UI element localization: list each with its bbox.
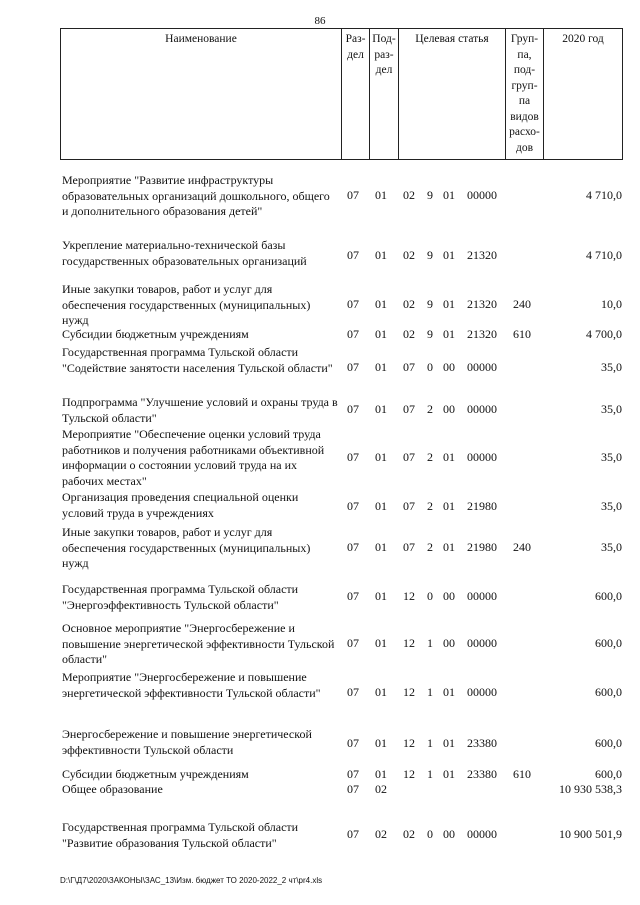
header-name: Наименование <box>61 29 342 159</box>
row-cs-subprogram: 2 <box>427 450 433 464</box>
row-cs-program: 07 <box>403 450 415 464</box>
row-name: Мероприятие "Энергосбережение и повышение энергетической эффективности Тульской области" <box>62 670 321 700</box>
row-cs-program: 07 <box>403 360 415 374</box>
row-cs-event: 01 <box>443 540 455 554</box>
row-razdel: 07 <box>347 685 359 699</box>
row-name: Подпрограмма "Улучшение условий и охраны труда в Тульской области" <box>62 395 338 425</box>
row-cs-program: 07 <box>403 499 415 513</box>
row-razdel: 07 <box>347 450 359 464</box>
row-razdel: 07 <box>347 782 359 796</box>
row-cs-event: 01 <box>443 736 455 750</box>
row-podrazdel: 01 <box>375 450 387 464</box>
row-razdel: 07 <box>347 360 359 374</box>
row-cs-program: 02 <box>403 327 415 341</box>
row-cs-event: 01 <box>443 767 455 781</box>
row-razdel: 07 <box>347 540 359 554</box>
row-cs-program: 12 <box>403 767 415 781</box>
header-year: 2020 год <box>562 33 604 45</box>
row-vid: 610 <box>513 327 531 341</box>
row-razdel: 07 <box>347 827 359 841</box>
row-sum: 35,0 <box>601 540 622 554</box>
header-gruppa: Груп- па, под- груп- па видов расхо- дов <box>506 29 544 159</box>
row-sum: 10 930 538,3 <box>559 782 622 796</box>
row-cs-subprogram: 9 <box>427 327 433 341</box>
row-sum: 10 900 501,9 <box>559 827 622 841</box>
row-name: Субсидии бюджетным учреждениям <box>62 327 249 341</box>
row-name: Энергосбережение и повышение энергетической эффективности Тульской области <box>62 727 312 757</box>
row-cs-direction: 21980 <box>467 540 497 554</box>
row-name: Иные закупки товаров, работ и услуг для обеспечения государственных (муниципальных) нужд <box>62 282 311 327</box>
row-name: Государственная программа Тульской области "Содействие занятости населения Тульской области" <box>62 345 333 375</box>
row-vid: 610 <box>513 767 531 781</box>
header-razdel: Раз- дел <box>342 29 370 159</box>
row-cs-program: 12 <box>403 589 415 603</box>
row-cs-direction: 00000 <box>467 589 497 603</box>
row-razdel: 07 <box>347 636 359 650</box>
page-number: 86 <box>314 15 326 27</box>
row-cs-direction: 23380 <box>467 767 497 781</box>
row-vid: 240 <box>513 540 531 554</box>
row-razdel: 07 <box>347 402 359 416</box>
row-cs-direction: 00000 <box>467 636 497 650</box>
row-podrazdel: 01 <box>375 248 387 262</box>
row-cs-event: 01 <box>443 450 455 464</box>
row-podrazdel: 01 <box>375 685 387 699</box>
row-razdel: 07 <box>347 589 359 603</box>
row-name: Мероприятие "Развитие инфраструктуры образовательных организаций дошкольного, общего и дополнительного образования детей" <box>62 173 330 218</box>
row-cs-program: 12 <box>403 636 415 650</box>
row-cs-program: 12 <box>403 685 415 699</box>
row-cs-program: 07 <box>403 540 415 554</box>
row-cs-subprogram: 2 <box>427 540 433 554</box>
row-name: Организация проведения специальной оценки условий труда в учреждениях <box>62 490 299 520</box>
row-cs-program: 07 <box>403 402 415 416</box>
row-cs-program: 12 <box>403 736 415 750</box>
row-cs-subprogram: 0 <box>427 827 433 841</box>
footer-path: D:\Г\Д7\2020\ЗАКОНЫ\ЗАС_13\Изм. бюджет ТО 2020-2022_2 чт\pr4.xls <box>60 876 323 885</box>
row-cs-event: 00 <box>443 827 455 841</box>
row-name: Общее образование <box>62 782 163 796</box>
row-cs-program: 02 <box>403 248 415 262</box>
row-cs-direction: 21320 <box>467 297 497 311</box>
row-cs-subprogram: 2 <box>427 499 433 513</box>
row-razdel: 07 <box>347 188 359 202</box>
row-name: Государственная программа Тульской области "Развитие образования Тульской области" <box>62 820 299 850</box>
row-cs-event: 01 <box>443 327 455 341</box>
row-name: Основное мероприятие "Энергосбережение и повышение энергетической эффективности Тульской области" <box>62 621 335 666</box>
row-podrazdel: 01 <box>375 767 387 781</box>
row-sum: 600,0 <box>595 685 622 699</box>
row-cs-direction: 00000 <box>467 402 497 416</box>
row-razdel: 07 <box>347 499 359 513</box>
row-name: Укрепление материально-технической базы государственных образовательных организаций <box>62 238 307 268</box>
row-podrazdel: 01 <box>375 297 387 311</box>
row-sum: 35,0 <box>601 450 622 464</box>
row-cs-direction: 00000 <box>467 360 497 374</box>
row-cs-program: 02 <box>403 827 415 841</box>
row-podrazdel: 01 <box>375 360 387 374</box>
row-cs-subprogram: 1 <box>427 636 433 650</box>
row-cs-direction: 23380 <box>467 736 497 750</box>
row-cs-event: 00 <box>443 589 455 603</box>
row-cs-subprogram: 1 <box>427 767 433 781</box>
row-podrazdel: 01 <box>375 499 387 513</box>
row-cs-event: 01 <box>443 499 455 513</box>
row-podrazdel: 01 <box>375 589 387 603</box>
row-cs-event: 01 <box>443 248 455 262</box>
row-sum: 4 700,0 <box>586 327 622 341</box>
row-name: Мероприятие "Обеспечение оценки условий труда работников и получения работниками объективной информации о состоянии условий труда на их рабочих местах" <box>62 427 325 488</box>
row-cs-subprogram: 9 <box>427 188 433 202</box>
row-cs-event: 01 <box>443 685 455 699</box>
row-vid: 240 <box>513 297 531 311</box>
row-podrazdel: 01 <box>375 540 387 554</box>
row-razdel: 07 <box>347 736 359 750</box>
row-cs-subprogram: 1 <box>427 685 433 699</box>
row-cs-subprogram: 2 <box>427 402 433 416</box>
row-cs-direction: 21320 <box>467 327 497 341</box>
row-name: Государственная программа Тульской области "Энергоэффективность Тульской области" <box>62 582 299 612</box>
row-podrazdel: 02 <box>375 782 387 796</box>
row-sum: 10,0 <box>601 297 622 311</box>
row-razdel: 07 <box>347 248 359 262</box>
row-cs-program: 02 <box>403 297 415 311</box>
row-cs-subprogram: 0 <box>427 360 433 374</box>
row-cs-direction: 00000 <box>467 188 497 202</box>
row-cs-subprogram: 9 <box>427 248 433 262</box>
row-sum: 600,0 <box>595 736 622 750</box>
row-podrazdel: 01 <box>375 402 387 416</box>
header-podrazdel: Под- раз- дел <box>370 29 399 159</box>
row-razdel: 07 <box>347 327 359 341</box>
row-sum: 600,0 <box>595 589 622 603</box>
row-podrazdel: 01 <box>375 636 387 650</box>
row-podrazdel: 01 <box>375 327 387 341</box>
row-name: Иные закупки товаров, работ и услуг для обеспечения государственных (муниципальных) нужд <box>62 525 311 570</box>
row-cs-event: 00 <box>443 636 455 650</box>
row-cs-subprogram: 9 <box>427 297 433 311</box>
row-cs-direction: 00000 <box>467 450 497 464</box>
header-celevaya: Целевая статья <box>399 29 506 159</box>
row-sum: 4 710,0 <box>586 188 622 202</box>
row-name: Субсидии бюджетным учреждениям <box>62 767 249 781</box>
row-cs-event: 00 <box>443 402 455 416</box>
row-sum: 600,0 <box>595 767 622 781</box>
row-cs-subprogram: 0 <box>427 589 433 603</box>
row-cs-direction: 21980 <box>467 499 497 513</box>
row-razdel: 07 <box>347 297 359 311</box>
row-cs-event: 00 <box>443 360 455 374</box>
row-podrazdel: 02 <box>375 827 387 841</box>
row-podrazdel: 01 <box>375 736 387 750</box>
row-sum: 600,0 <box>595 636 622 650</box>
row-cs-direction: 00000 <box>467 685 497 699</box>
row-cs-direction: 00000 <box>467 827 497 841</box>
row-sum: 35,0 <box>601 402 622 416</box>
row-sum: 35,0 <box>601 360 622 374</box>
row-sum: 4 710,0 <box>586 248 622 262</box>
row-podrazdel: 01 <box>375 188 387 202</box>
row-razdel: 07 <box>347 767 359 781</box>
row-cs-program: 02 <box>403 188 415 202</box>
row-cs-event: 01 <box>443 297 455 311</box>
row-cs-direction: 21320 <box>467 248 497 262</box>
row-sum: 35,0 <box>601 499 622 513</box>
row-cs-subprogram: 1 <box>427 736 433 750</box>
row-cs-event: 01 <box>443 188 455 202</box>
